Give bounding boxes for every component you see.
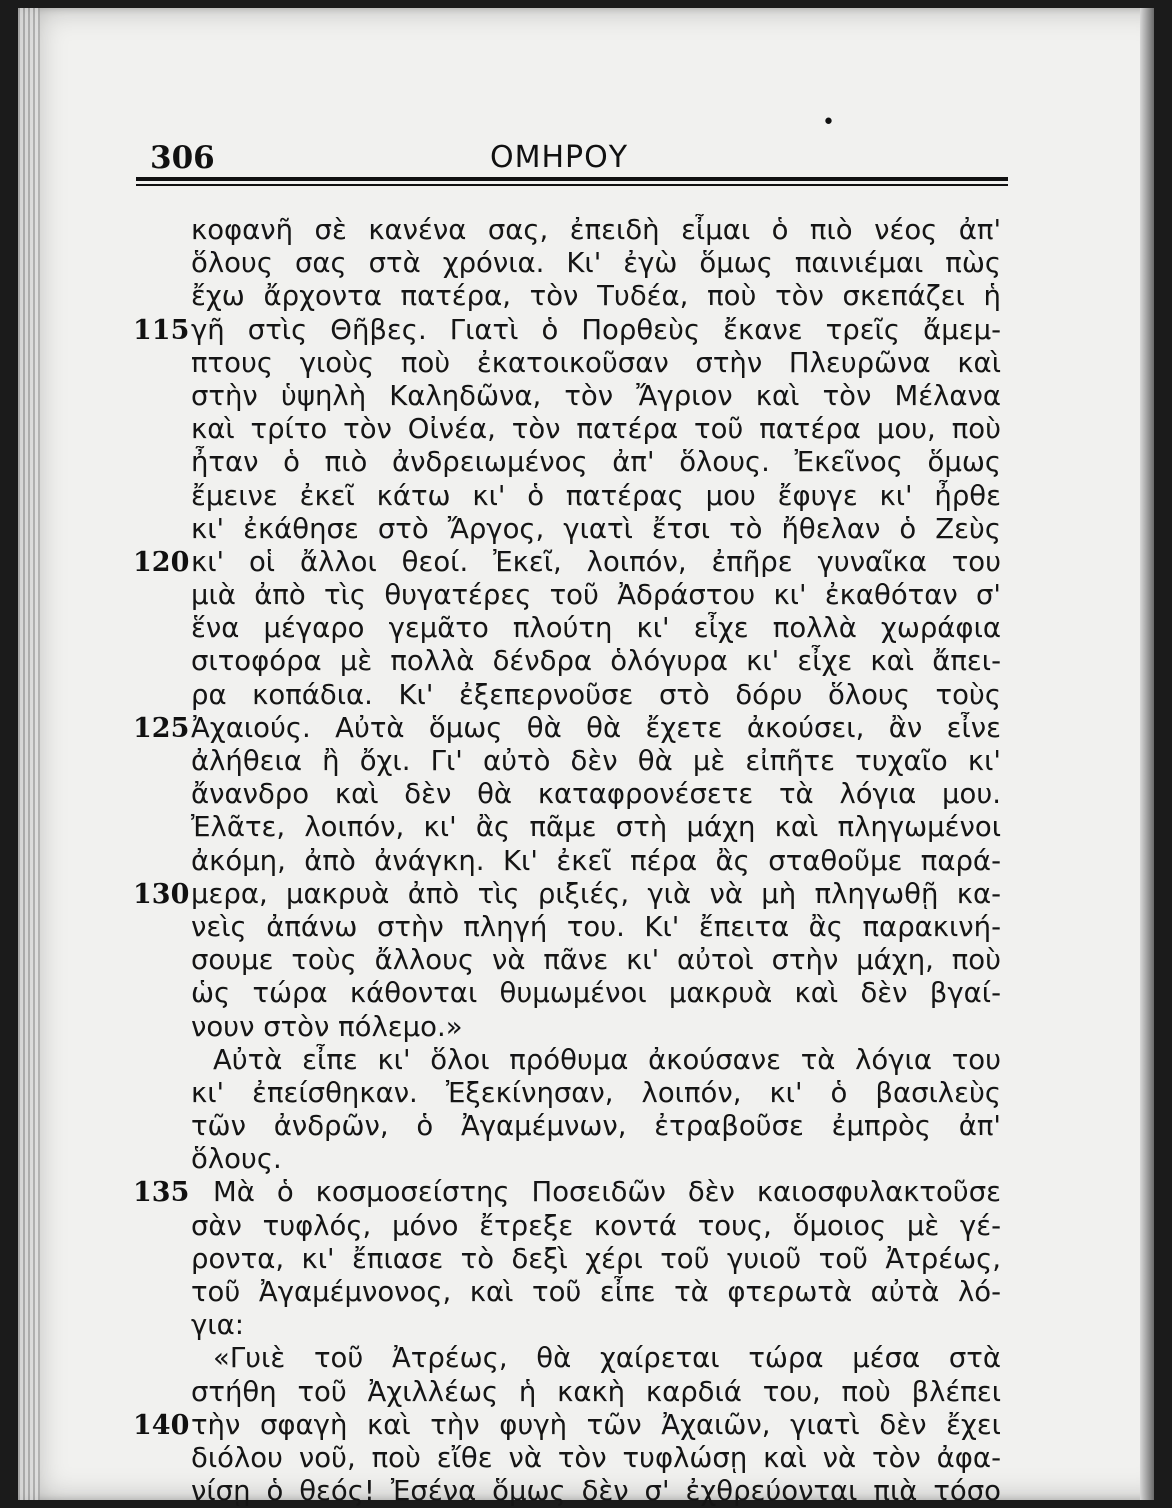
text-line bbox=[133, 1210, 1013, 1243]
line-text: μερα, μακρυὰ ἀπὸ τὶς ριξιές, γιὰ νὰ μὴ πληγωθῇ κα- bbox=[191, 877, 1001, 910]
line-text: καὶ τρίτο τὸν Οἰνέα, τὸν πατέρα τοῦ πατέρα μου, ποὺ bbox=[191, 413, 1001, 446]
line-text: Μὰ ὁ κοσμοσείστης Ποσειδῶν δὲν καιοσφυλακτοῦσε bbox=[213, 1176, 1001, 1209]
text-line bbox=[133, 1011, 1013, 1044]
line-text: πτους γιοὺς ποὺ ἐκατοικοῦσαν στὴν Πλευρῶνα καὶ bbox=[191, 346, 1001, 379]
text-line bbox=[133, 1409, 1013, 1442]
line-text: νεὶς ἀπάνω στὴν πληγή του. Κι' ἔπειτα ἂς παρακινή- bbox=[191, 910, 1001, 943]
header-rule-thin bbox=[136, 184, 1008, 186]
text-line bbox=[133, 446, 1013, 479]
line-number: 135 bbox=[133, 1177, 190, 1209]
text-line bbox=[133, 679, 1013, 712]
line-text: στὴν ὑψηλὴ Καληδῶνα, τὸν Ἄγριον καὶ τὸν Μέλανα bbox=[191, 379, 1001, 412]
line-text: σουμε τοὺς ἄλλους νὰ πᾶνε κι' αὐτοὶ στὴν μάχη, ποὺ bbox=[191, 944, 1001, 977]
text-line bbox=[133, 1442, 1013, 1475]
text-line bbox=[133, 712, 1013, 745]
text-line bbox=[133, 811, 1013, 844]
text-line bbox=[133, 878, 1013, 911]
text-line bbox=[133, 280, 1013, 313]
text-line bbox=[133, 1110, 1013, 1143]
text-line bbox=[133, 612, 1013, 645]
line-number: 120 bbox=[133, 546, 190, 578]
line-text: ὅλους σας στὰ χρόνια. Κι' ἐγὼ ὅμως παινιέμαι πὼς bbox=[191, 247, 1001, 280]
text-line bbox=[133, 413, 1013, 446]
text-line bbox=[133, 1243, 1013, 1276]
text-line bbox=[133, 247, 1013, 280]
text-line bbox=[133, 944, 1013, 977]
text-line bbox=[133, 214, 1013, 247]
text-line bbox=[133, 778, 1013, 811]
text-line bbox=[133, 911, 1013, 944]
line-text: γῆ στὶς Θῆβες. Γιατὶ ὁ Πορθεὺς ἔκανε τρεῖς ἄμεμ- bbox=[191, 313, 1001, 346]
line-text: ἀκόμη, ἀπὸ ἀνάγκη. Κι' ἐκεῖ πέρα ἂς σταθοῦμε παρά- bbox=[191, 844, 1001, 877]
page-right-edge bbox=[1140, 8, 1154, 1500]
text-line bbox=[133, 579, 1013, 612]
header-rule-thick bbox=[136, 177, 1008, 181]
line-text: Αὐτὰ εἶπε κι' ὅλοι πρόθυμα ἀκούσανε τὰ λόγια του bbox=[213, 1043, 1001, 1076]
line-text: διόλου νοῦ, ποὺ εἴθε νὰ τὸν τυφλώσῃ καὶ νὰ τὸν ἀφα- bbox=[191, 1441, 1001, 1474]
text-line bbox=[133, 314, 1013, 347]
page-header bbox=[130, 138, 1005, 174]
text-line bbox=[133, 1309, 1013, 1342]
line-text: ὡς τώρα κάθονται θυμωμένοι μακρυὰ καὶ δὲν βγαί- bbox=[191, 977, 1001, 1010]
text-line bbox=[133, 1475, 1013, 1508]
page-stack-edge bbox=[18, 8, 40, 1500]
line-number: 140 bbox=[133, 1409, 190, 1441]
line-text: μιὰ ἀπὸ τὶς θυγατέρες τοῦ Ἀδράστου κι' ἐκαθόταν σ' bbox=[191, 579, 1001, 612]
running-head: ΟΜΗΡΟΥ bbox=[490, 140, 629, 175]
text-line bbox=[133, 1176, 1013, 1209]
line-text: ἀλήθεια ἢ ὄχι. Γι' αὐτὸ δὲν θὰ μὲ εἰπῆτε τυχαῖο κι' bbox=[191, 745, 1001, 777]
line-text: ροντα, κι' ἔπιασε τὸ δεξὶ χέρι τοῦ γυιοῦ τοῦ Ἀτρέως, bbox=[191, 1242, 1001, 1275]
line-text: ἔχω ἄρχοντα πατέρα, τὸν Τυδέα, ποὺ τὸν σκεπάζει ἡ bbox=[191, 280, 1001, 313]
line-text: τὴν σφαγὴ καὶ τὴν φυγὴ τῶν Ἀχαιῶν, γιατὶ δὲν ἔχει bbox=[191, 1408, 1001, 1441]
line-text: σὰν τυφλός, μόνο ἔτρεξε κοντά τους, ὅμοιος μὲ γέ- bbox=[191, 1209, 1001, 1242]
line-text: κι' οἱ ἄλλοι θεοί. Ἐκεῖ, λοιπόν, ἐπῆρε γυναῖκα του bbox=[191, 545, 1001, 578]
line-number: 130 bbox=[133, 878, 190, 910]
text-line bbox=[133, 1044, 1013, 1077]
text-line bbox=[133, 546, 1013, 579]
line-text: τῶν ἀνδρῶν, ὁ Ἀγαμέμνων, ἐτραβοῦσε ἐμπρὸς ἀπ' bbox=[191, 1110, 1001, 1143]
line-text: κι' ἐκάθησε στὸ Ἄργος, γιατὶ ἔτσι τὸ ἤθελαν ὁ Ζεὺς bbox=[191, 512, 1001, 545]
page-number: 306 bbox=[150, 140, 215, 176]
line-text: «Γυιὲ τοῦ Ἀτρέως, θὰ χαίρεται τώρα μέσα στὰ bbox=[213, 1342, 1001, 1375]
line-text: για: bbox=[191, 1309, 244, 1342]
line-text: ρα κοπάδια. Κι' ἐξεπερνοῦσε στὸ δόρυ ὅλους τοὺς bbox=[191, 678, 1001, 711]
line-number: 115 bbox=[133, 314, 190, 346]
line-text: Ἐλᾶτε, λοιπόν, κι' ἂς πᾶμε στὴ μάχη καὶ πληγωμένοι bbox=[191, 811, 1001, 844]
line-text: νίσῃ ὁ θεός! Ἐσένα ὅμως δὲν σ' ἐχθρεύονται πιὰ τόσο bbox=[191, 1475, 1001, 1508]
text-line bbox=[133, 1276, 1013, 1309]
line-text: τοῦ Ἀγαμέμνονος, καὶ τοῦ εἶπε τὰ φτερωτὰ αὐτὰ λό- bbox=[191, 1276, 1001, 1308]
text-line bbox=[133, 380, 1013, 413]
line-text: σιτοφόρα μὲ πολλὰ δένδρα ὁλόγυρα κι' εἶχε καὶ ἄπει- bbox=[191, 645, 1001, 678]
line-text: στήθη τοῦ Ἀχιλλέως ἡ κακὴ καρδιά του, ποὺ βλέπει bbox=[191, 1375, 1001, 1408]
line-text: νουν στὸν πόλεμο.» bbox=[191, 1010, 463, 1043]
text-line bbox=[133, 347, 1013, 380]
line-text: κι' ἐπείσθηκαν. Ἐξεκίνησαν, λοιπόν, κι' ὁ βασιλεὺς bbox=[191, 1076, 1001, 1109]
bullet-mark: • bbox=[822, 110, 835, 135]
text-line bbox=[133, 845, 1013, 878]
line-text: ἄνανδρο καὶ δὲν θὰ καταφρονέσετε τὰ λόγια μου. bbox=[191, 778, 1001, 811]
line-text: ὅλους. bbox=[191, 1143, 282, 1176]
text-line bbox=[133, 1376, 1013, 1409]
text-line bbox=[133, 1342, 1013, 1375]
text-line bbox=[133, 513, 1013, 546]
text-line bbox=[133, 977, 1013, 1010]
text-line bbox=[133, 645, 1013, 678]
text-line bbox=[133, 745, 1013, 778]
line-number: 125 bbox=[133, 712, 190, 744]
text-line bbox=[133, 1143, 1013, 1176]
line-text: ἔμεινε ἐκεῖ κάτω κι' ὁ πατέρας μου ἔφυγε κι' ἦρθε bbox=[191, 479, 1001, 512]
text-block bbox=[133, 214, 1013, 1508]
text-line bbox=[133, 1077, 1013, 1110]
line-text: ἕνα μέγαρο γεμᾶτο πλούτη κι' εἶχε πολλὰ χωράφια bbox=[191, 612, 1001, 645]
line-text: Ἀχαιούς. Αὐτὰ ὅμως θὰ θὰ ἔχετε ἀκούσει, ἂν εἶνε bbox=[191, 711, 1001, 744]
line-text: ἦταν ὁ πιὸ ἀνδρειωμένος ἀπ' ὅλους. Ἐκεῖνος ὅμως bbox=[191, 446, 1001, 479]
line-text: κοφανῆ σὲ κανένα σας, ἐπειδὴ εἶμαι ὁ πιὸ νέος ἀπ' bbox=[191, 214, 1001, 246]
text-line bbox=[133, 480, 1013, 513]
